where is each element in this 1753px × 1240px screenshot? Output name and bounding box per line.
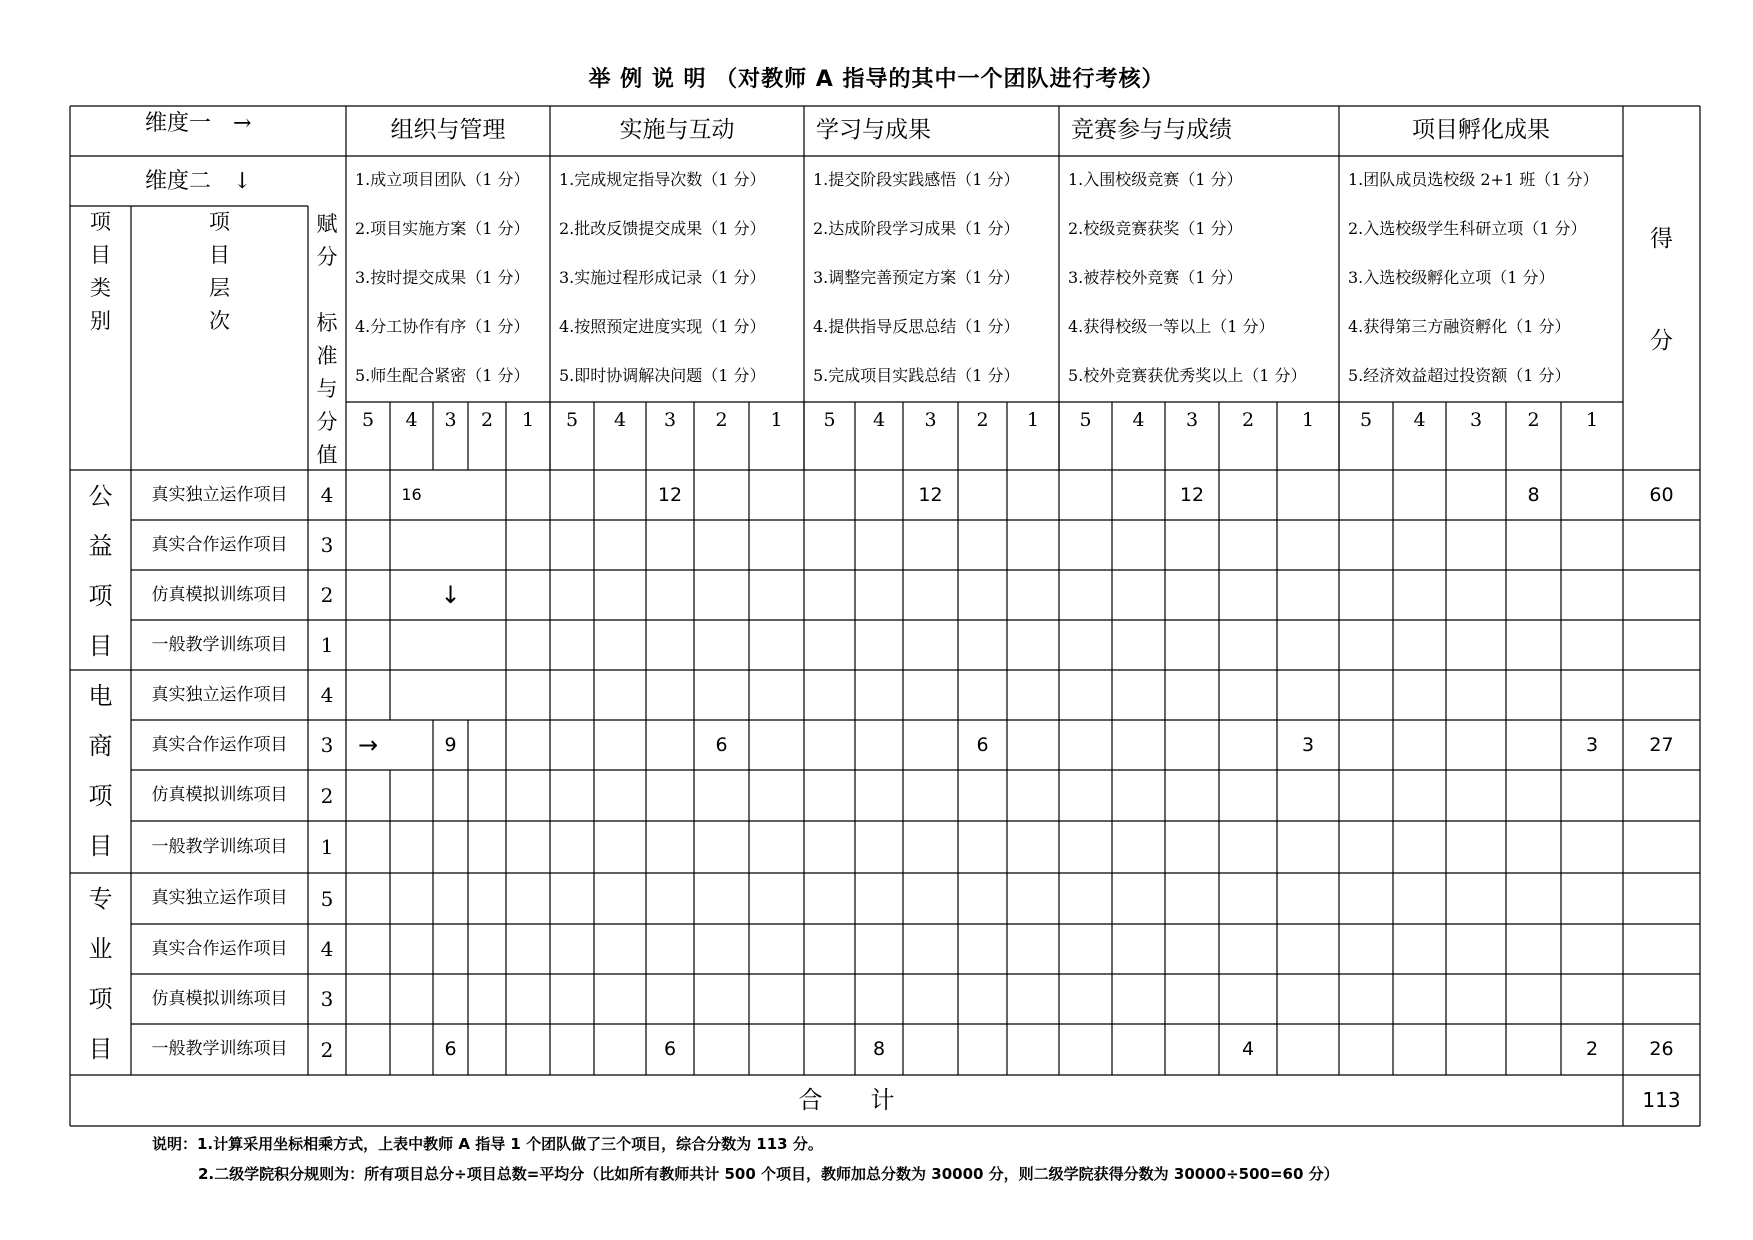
dimension-name: 项目孵化成果	[1412, 117, 1550, 143]
rating-cell-value: 12	[657, 483, 683, 506]
scale-value: 3	[444, 409, 457, 431]
criterion-item: 5.经济效益超过投资额（1 分）	[1348, 366, 1571, 385]
row-total-score: 60	[1649, 483, 1674, 506]
project-category: 目	[88, 1035, 113, 1063]
scale-value: 5	[361, 409, 375, 431]
scale-value: 3	[924, 409, 937, 431]
level-score: 3	[320, 533, 334, 557]
criterion-item: 1.完成规定指导次数（1 分）	[559, 170, 766, 189]
rating-cell-value: 8	[1527, 483, 1540, 506]
criterion-item: 1.提交阶段实践感悟（1 分）	[813, 170, 1020, 189]
dimension-name: 实施与互动	[619, 117, 735, 143]
score-standard-header: 值	[316, 443, 338, 467]
score-standard-header: 分	[316, 245, 338, 269]
project-category: 专	[88, 885, 113, 913]
project-level: 真实独立运作项目	[151, 484, 288, 505]
project-category: 商	[88, 732, 113, 760]
rating-cell-value: 6	[976, 733, 989, 756]
scale-value: 2	[715, 409, 728, 431]
criterion-item: 4.提供指导反思总结（1 分）	[813, 317, 1020, 336]
criterion-item: 4.获得第三方融资孵化（1 分）	[1348, 317, 1571, 336]
project-level-header: 目	[209, 243, 230, 267]
scale-value: 4	[405, 409, 418, 431]
scale-value: 5	[1359, 409, 1373, 431]
score-standard-header: 与	[316, 377, 338, 401]
level-score: 3	[320, 987, 334, 1011]
project-level: 一般教学训练项目	[151, 836, 288, 857]
row-total-score: 27	[1649, 733, 1674, 756]
level-score: 1	[320, 633, 334, 657]
scale-value: 1	[1026, 409, 1040, 431]
project-category: 项	[88, 582, 113, 610]
score-column-header: 得	[1650, 226, 1673, 252]
scale-value: 1	[1301, 409, 1315, 431]
level-score: 4	[320, 683, 334, 707]
document-title: 举 例 说 明 （对教师 A 指导的其中一个团队进行考核）	[588, 67, 1165, 92]
criterion-item: 1.入围校级竞赛（1 分）	[1068, 170, 1243, 189]
score-column-header: 分	[1650, 328, 1673, 354]
score-standard-header: 分	[316, 410, 338, 434]
rating-cell-value: 3	[1301, 733, 1315, 756]
level-score: 3	[320, 733, 334, 757]
criterion-item: 2.批改反馈提交成果（1 分）	[559, 219, 766, 238]
project-category: 项	[88, 985, 113, 1013]
project-level: 仿真模拟训练项目	[151, 584, 288, 605]
criterion-item: 5.即时协调解决问题（1 分）	[559, 366, 766, 385]
level-score: 4	[320, 483, 334, 507]
rating-cell-value: 9	[444, 733, 457, 756]
project-level: 真实独立运作项目	[151, 888, 288, 908]
project-level: 真实独立运作项目	[151, 684, 288, 705]
project-category-header: 类	[90, 276, 111, 300]
criterion-item: 5.师生配合紧密（1 分）	[355, 366, 530, 385]
level-score: 2	[320, 783, 334, 808]
criterion-item: 1.团队成员选校级 2+1 班（1 分）	[1348, 170, 1599, 189]
scale-value: 1	[521, 409, 535, 431]
criterion-item: 3.入选校级孵化立项（1 分）	[1348, 268, 1555, 287]
rating-cell-value: 6	[444, 1038, 457, 1060]
project-level: 仿真模拟训练项目	[151, 785, 288, 805]
scale-value: 1	[770, 409, 783, 431]
criterion-item: 4.获得校级一等以上（1 分）	[1068, 317, 1275, 336]
score-standard-header: 准	[316, 344, 338, 368]
scale-value: 4	[1413, 409, 1426, 431]
project-level: 仿真模拟训练项目	[151, 988, 288, 1009]
criterion-item: 3.按时提交成果（1 分）	[355, 268, 530, 287]
dimension-name: 竞赛参与与成绩	[1071, 117, 1232, 143]
scale-value: 3	[663, 409, 677, 431]
note-1: 说明：1.计算采用坐标相乘方式，上表中教师 A 指导 1 个团队做了三个项目，综合分数为 113 分。	[152, 1135, 823, 1153]
scale-value: 2	[480, 409, 494, 431]
criterion-item: 4.按照预定进度实现（1 分）	[559, 317, 766, 336]
project-category-header: 目	[90, 243, 111, 267]
criterion-item: 3.实施过程形成记录（1 分）	[559, 268, 766, 287]
project-category: 项	[88, 782, 113, 810]
project-level: 一般教学训练项目	[151, 1039, 288, 1059]
scale-value: 2	[1241, 409, 1255, 431]
row-total-score: 26	[1649, 1038, 1674, 1060]
criterion-item: 3.被荐校外竞赛（1 分）	[1068, 268, 1243, 287]
project-category: 目	[88, 832, 113, 860]
level-score: 2	[320, 583, 334, 607]
scale-value: 5	[1079, 409, 1092, 431]
project-level-header: 层	[209, 276, 230, 300]
dimension-name: 学习与成果	[816, 117, 931, 143]
dimension-name: 组织与管理	[390, 117, 506, 143]
project-category: 电	[88, 682, 113, 710]
rating-cell-value: 8	[872, 1038, 886, 1060]
criterion-item: 1.成立项目团队（1 分）	[355, 170, 530, 189]
rating-cell-value: 6	[715, 733, 728, 756]
scale-value: 3	[1469, 409, 1483, 431]
scale-value: 4	[872, 409, 886, 431]
scale-value: 4	[613, 409, 627, 431]
grand-total: 113	[1642, 1088, 1681, 1112]
rating-cell-value: ↓	[440, 581, 461, 609]
criterion-item: 2.校级竞赛获奖（1 分）	[1068, 219, 1243, 238]
rating-cell-value: 16	[401, 485, 422, 504]
project-level-header: 项	[209, 210, 230, 234]
level-score: 4	[320, 937, 334, 961]
score-standard-header: 标	[316, 311, 338, 335]
dimension-one-label: 维度一 →	[145, 111, 252, 136]
project-level: 真实合作运作项目	[151, 938, 288, 959]
scale-value: 5	[823, 409, 836, 431]
scale-value: 5	[565, 409, 579, 431]
scale-value: 3	[1185, 409, 1199, 431]
level-score: 1	[320, 835, 334, 859]
criterion-item: 2.项目实施方案（1 分）	[355, 219, 530, 238]
project-category: 业	[88, 935, 113, 963]
criterion-item: 3.调整完善预定方案（1 分）	[813, 268, 1020, 287]
criterion-item: 2.入选校级学生科研立项（1 分）	[1348, 219, 1587, 238]
project-level: 真实合作运作项目	[151, 734, 288, 755]
scale-value: 2	[1527, 409, 1540, 431]
project-level: 真实合作运作项目	[151, 534, 288, 555]
rating-cell-value: 6	[663, 1038, 677, 1060]
project-category-header: 项	[90, 210, 111, 234]
project-category: 益	[88, 532, 113, 560]
criterion-item: 5.完成项目实践总结（1 分）	[813, 366, 1020, 385]
criterion-item: 2.达成阶段学习成果（1 分）	[813, 219, 1020, 238]
criterion-item: 5.校外竞赛获优秀奖以上（1 分）	[1068, 366, 1307, 385]
rating-cell-value: 12	[1179, 483, 1205, 506]
rating-cell-value: →	[357, 731, 379, 759]
scale-value: 4	[1132, 409, 1145, 431]
rating-cell-value: 2	[1585, 1038, 1599, 1060]
score-standard-header: 赋	[316, 212, 338, 236]
rating-cell-value: 3	[1585, 733, 1599, 756]
scale-value: 2	[976, 409, 989, 431]
criterion-item: 4.分工协作有序（1 分）	[355, 317, 530, 336]
rating-cell-value: 4	[1241, 1038, 1255, 1060]
note-2: 2.二级学院积分规则为：所有项目总分÷项目总数=平均分（比如所有教师共计 500 个项目，教师加总分数为 30000 分，则二级学院获得分数为 30000÷500=60 分）	[198, 1165, 1339, 1183]
project-level-header: 次	[209, 309, 230, 333]
project-level: 一般教学训练项目	[151, 634, 288, 655]
rating-cell-value: 12	[918, 483, 943, 506]
project-category: 公	[88, 482, 113, 510]
project-category: 目	[88, 632, 113, 660]
level-score: 2	[320, 1037, 334, 1062]
project-category-header: 别	[90, 309, 111, 333]
level-score: 5	[320, 886, 334, 911]
total-label: 合 计	[798, 1086, 895, 1114]
dimension-two-label: 维度二 ↓	[145, 169, 252, 194]
scale-value: 1	[1585, 409, 1599, 431]
